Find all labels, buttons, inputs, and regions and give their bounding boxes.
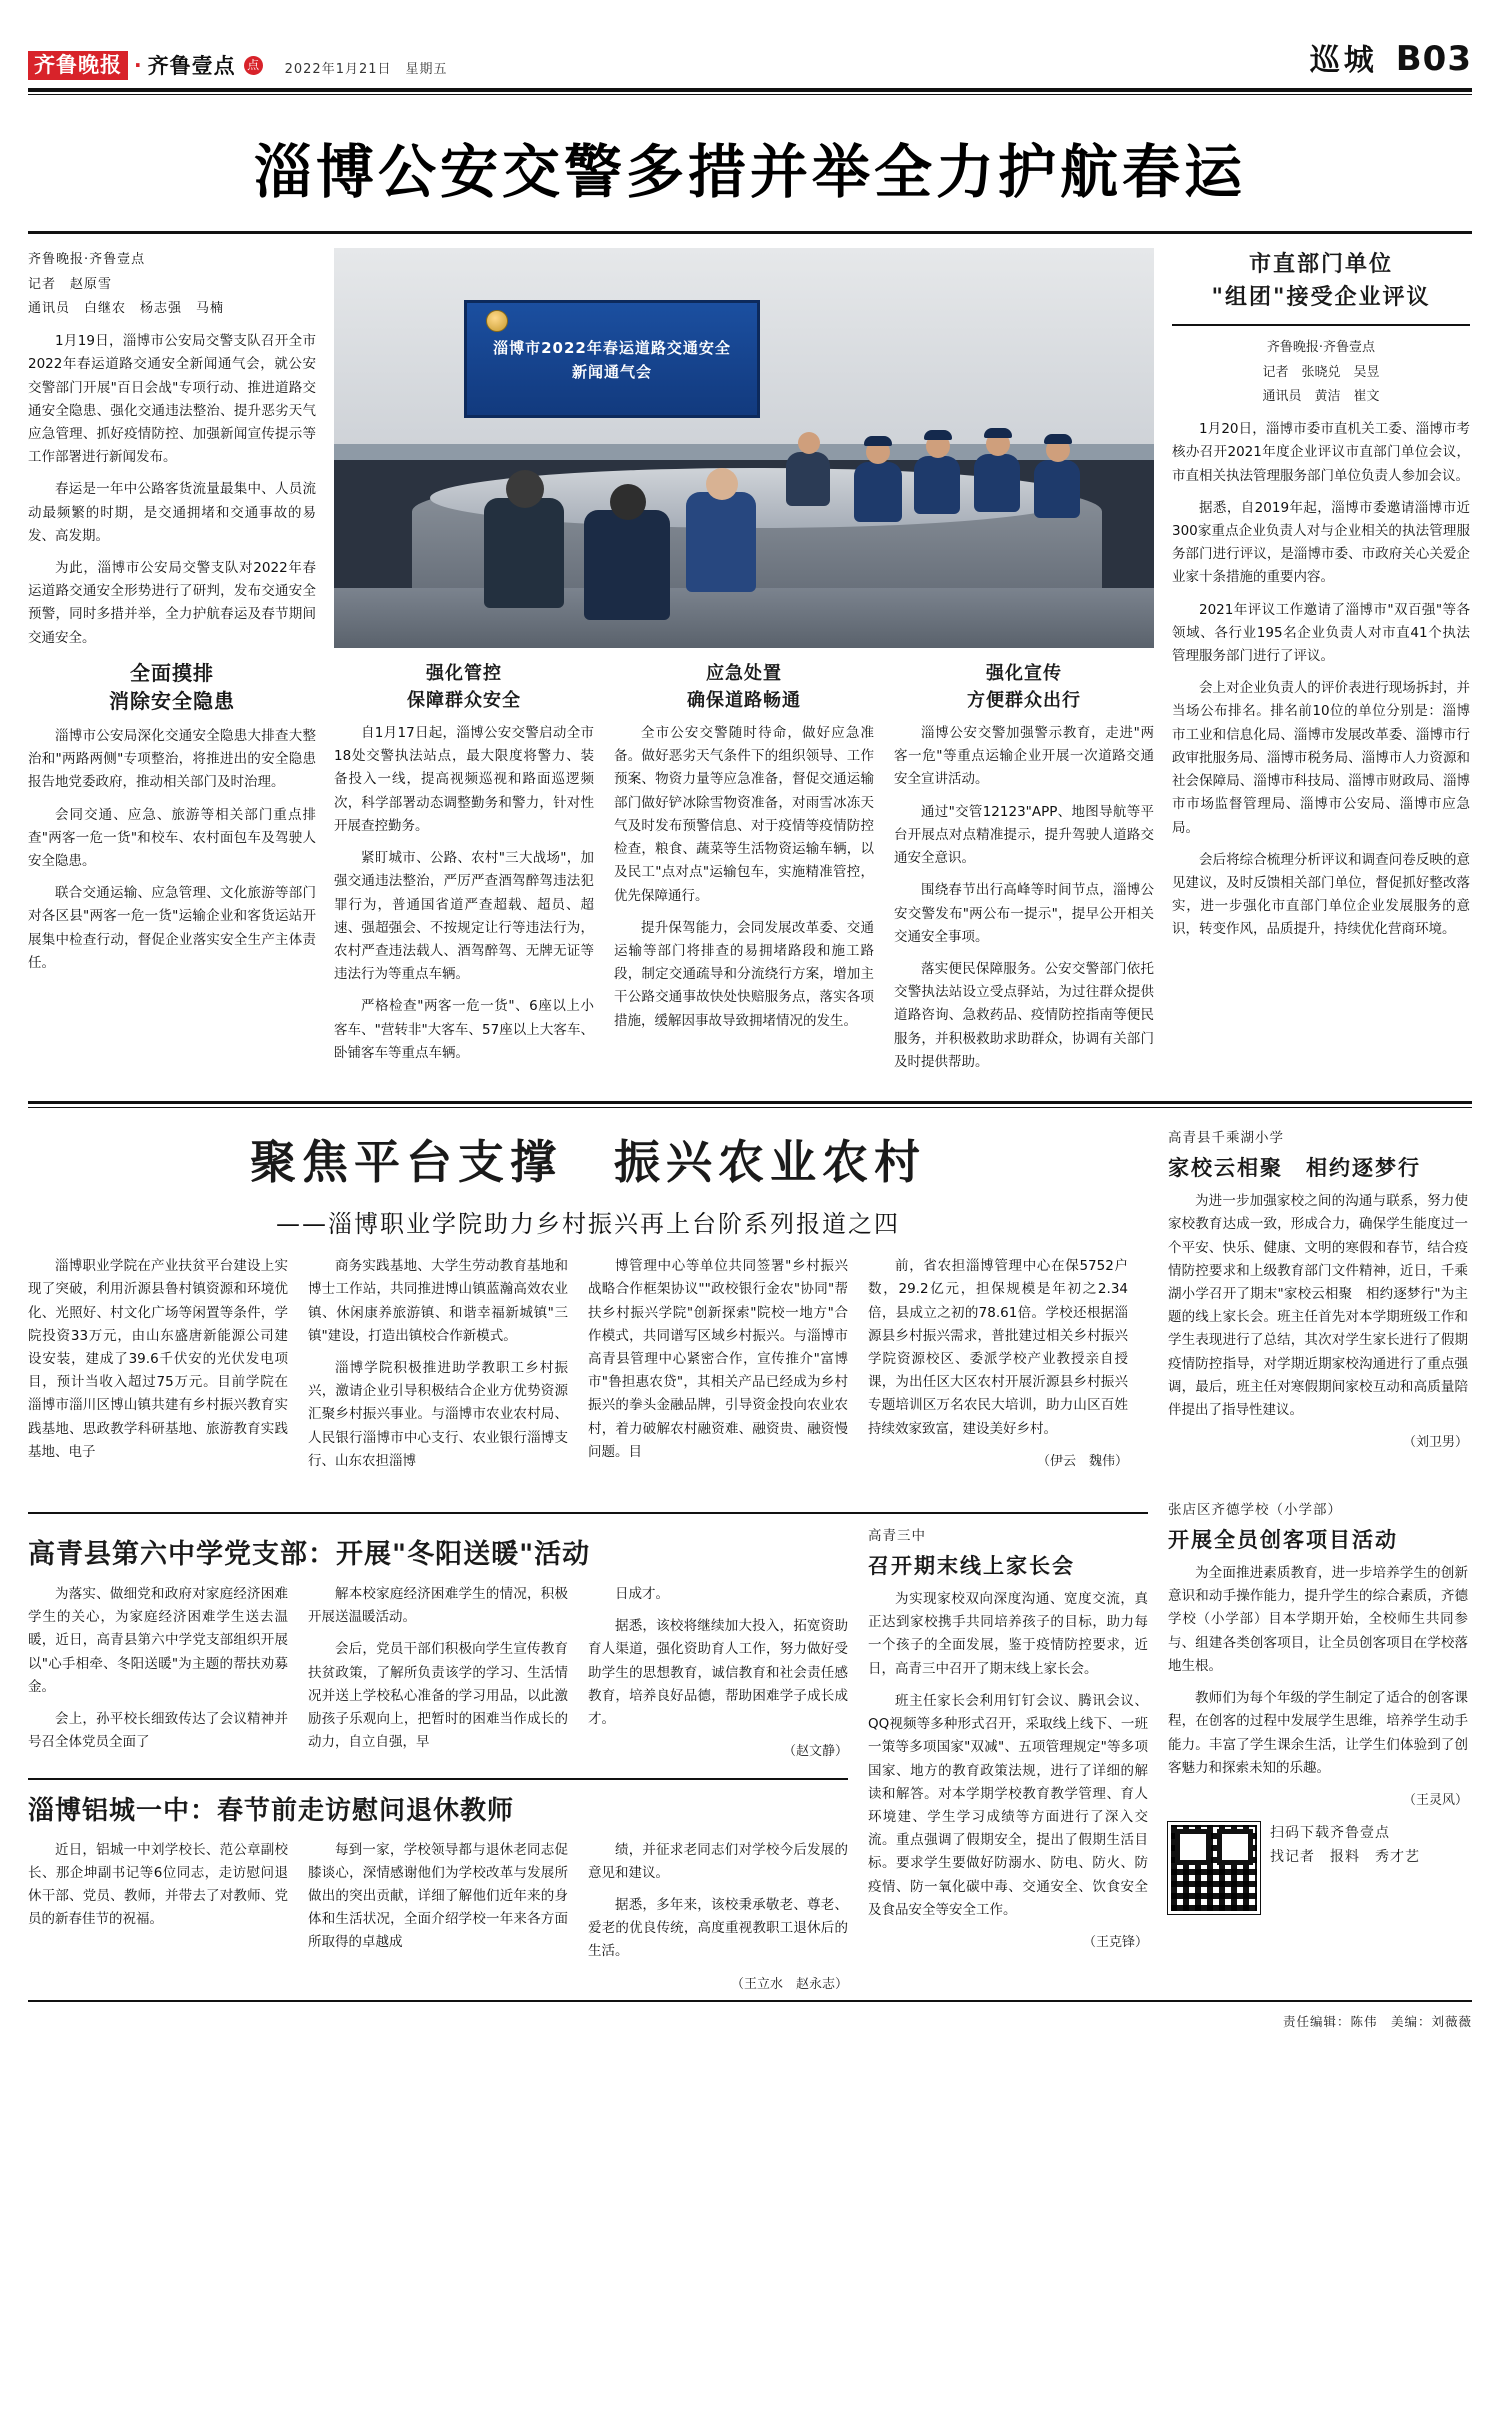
photo-floor [334,588,1154,648]
right-rail-bottom [1168,1498,1468,1992]
publication-logo [28,50,263,80]
bottom-region [28,1498,1472,1992]
byline-reporter: 记者 赵原雪 [28,276,113,292]
lead-col4-para: 落实便民保障服务。公安交警部门依托交警执法站设立受点驿站，为过往群众提供道路咨询、急救药品、疫情防控指南等便民服务，并积极救助求助群众，协调有关部门及时提供帮助。 [894,960,1154,1070]
headline-rule [28,231,1472,234]
logo-black-text: 齐鲁壹点 [147,54,236,78]
article-col [308,1583,568,1764]
right-article-title [1172,248,1470,314]
masthead-rule-thin [28,94,1472,95]
lead-headline: 淄博公安交警多措并举全力护航春运 [253,138,1246,206]
article-columns-lvcheng [28,1839,848,1992]
article-columns-gaoqing6 [28,1583,848,1764]
feature-subtitle: ——淄博职业学院助力乡村振兴再上台阶系列报道之四 [276,1210,900,1239]
rail-b-title: 开展全员创客项目活动 [1168,1528,1398,1553]
mid-page-divider-thin [28,1107,1472,1108]
right-article-title-line2: "组团"接受企业评议 [1211,285,1431,310]
qr-promo[interactable] [1168,1822,1468,1914]
qr-line-1: 扫码下载齐鲁壹点 [1270,1825,1390,1841]
rail-b-para: 教师们为每个年级的学生制定了适合的创客课程，在创客的过程中发展学生思维，培养学生动手能力。丰富了学生课余生活，让学生们体验到了创客魅力和探索未知的乐趣。 [1168,1690,1468,1776]
right-article-para: 2021年评议工作邀请了淄博市"双百强"等各领域、各行业195名企业负责人对市直41个执法管理服务部门进行了评议。 [1172,601,1470,665]
issue-date: 2022年1月21日 星期五 [284,62,448,77]
lead-para: 为此，淄博市公安局交警支队对2022年春运道路交通安全形势进行了研判，发布交通安全预警，同时多措并举，全力护航春运及春节期间交通安全。 [28,560,316,646]
article-para: 为落实、做细党和政府对家庭经济困难学生的关心，为家庭经济困难学生送去温暖，近日，高青县第六中学党支部组织开展以"心手相牵、冬阳送暖"为主题的帮扶劝募金。 [28,1586,288,1695]
article-para: 据悉，多年来，该校秉承敬老、尊老、爱老的优良传统，高度重视教职工退休后的生活。 [588,1897,848,1960]
section-name: 巡城 [1309,43,1378,78]
bottom-rule-2 [28,1778,848,1780]
photo-person-head [798,432,820,454]
bottom-left [28,1498,1148,1992]
lead-article-region [28,248,1472,1083]
right-article-para: 会后将综合梳理分析评议和调查问卷反映的意见建议，及时反馈相关部门单位，督促抓好整改落实，进一步强化市直部门单位企业发展服务的意识，转变作风，品质提升，持续优化营商环境。 [1172,851,1470,938]
logo-circle-icon: 点 [244,56,263,75]
photo-police-cap [1044,434,1072,444]
gaoqing3-school: 高青三中 [868,1528,926,1545]
article-col [28,1839,288,1992]
article-para: 会后，党员干部们积极向学生宣传教育扶贫政策，了解所负责该学的学习、生活情况并送上学校私心准备的学习用品，以此激励孩子乐观向上，把暂时的困难当作成长的动力，自立自强，早 [308,1641,568,1751]
right-article-para: 1月20日，淄博市委市直机关工委、淄博市考核办召开2021年度企业评议市直部门单位会议，市直相关执法管理服务部门单位负责人参加会议。 [1172,421,1470,484]
lead-para: 1月19日，淄博市公安局交警支队召开全市2022年春运道路交通安全新闻通气会，就公安交警部门开展"百日会战"专项行动、推进道路交通安全隐患、强化交通违法整治、提升恶劣天气应急管理、抓好疫情防控、加强新闻宣传提示等工作部署进行新闻发布。 [28,333,316,466]
feature-sign: （伊云 魏伟） [1036,1453,1128,1469]
article-col [588,1839,848,1992]
right-article-para: 据悉，自2019年起，淄博市委邀请淄博市近300家重点企业负责人对与企业相关的执法管理服务部门进行评议，是淄博市委、市政府关心关爱企业家十条措施的重要内容。 [1172,499,1470,586]
photo-person-head [706,468,738,500]
photo-person [584,510,670,620]
lead-middle-column [334,248,1154,1083]
photo-person [914,456,960,514]
byline-correspondent: 通讯员 白继农 杨志强 马楠 [28,301,225,317]
lead-col3-para: 提升保驾能力，会同发展改革委、交通运输等部门将排查的易拥堵路段和施工路段，制定交通疏导和分流绕行方案，增加主干公路交通事故快处快赔服务点，落实各项措施，缓解因事故导致拥堵情况的发生。 [614,919,874,1029]
lead-subhead-1: 全面摸排 消除安全隐患 [109,660,235,713]
page-number: B03 [1395,39,1472,79]
right-byline-reporter: 记者 张晓兑 吴昱 [1262,364,1380,380]
lead-col2-para: 自1月17日起，淄博公安交警启动全市18处交警执法站点，最大限度将警力、装备投入一线，提高视频巡视和路面巡逻频次，科学部署动态调整勤务和警力，针对性开展查控勤务。 [334,725,594,834]
feature-article-region [28,1126,1472,1482]
article-para: 据悉，该校将继续加大投入，拓宽资助育人渠道，强化资助育人工作，努力做好受助学生的思想教育，诚信教育和社会责任感教育，培养良好品德，帮助困难学子成长成才。 [588,1618,848,1728]
rail-b-para: 为全面推进素质教育，进一步培养学生的创新意识和动手操作能力，提升学生的综合素质，齐德学校（小学部）目本学期开始，全校师生共同参与、组建各类创客项目，让全员创客项目在学校落地生根。 [1168,1565,1468,1674]
photo-police-cap [864,436,892,446]
photo-person [974,454,1020,512]
logo-separator-dot: · [134,53,142,77]
photo-person [1034,460,1080,518]
article-para: 解本校家庭经济困难学生的情况，积极开展送温暖活动。 [308,1586,568,1626]
bottom-two-block [28,1524,1148,1992]
qr-line-2: 找记者 报料 秀才艺 [1270,1848,1420,1865]
right-byline-correspondent: 通讯员 黄洁 崔文 [1262,389,1380,405]
masthead-rule-thick [28,88,1472,92]
right-article-rule [1172,324,1470,326]
article-col [588,1583,848,1764]
qr-code-icon[interactable] [1168,1822,1260,1914]
gaoqing3-para: 为实现家校双向深度沟通、宽度交流，真正达到家校携手共同培养孩子的目标，助力每一个孩子的全面发展，鉴于疫情防控要求，近日，高青三中召开了期末线上家长会。 [868,1591,1148,1677]
lead-col4-para: 淄博公安交警加强警示教育，走进"两客一危"等重点运输企业开展一次道路交通安全宣讲活动。 [894,725,1154,788]
photo-projection-screen: 淄博市2022年春运道路交通安全 新闻通气会 [464,300,760,418]
lead-sub1-para: 联合交通运输、应急管理、文化旅游等部门对各区县"两客一危一货"运输企业和客货运站开展集中检查行动，督促企业落实安全生产主体责任。 [28,885,316,971]
photo-person [854,462,902,522]
lead-subhead-2: 强化管控 保障群众安全 [407,663,521,711]
byline-source: 齐鲁晚报·齐鲁壹点 [28,252,146,267]
lead-col3-para: 全市公安交警随时待命，做好应急准备。做好恶劣天气条件下的组织领导、工作预案、物资力量等应急准备，督促交通运输部门做好铲冰除雪物资准备，对雨雪冰冻天气及时发布预警信息、对于疫情等疫情防控检查，粮食、蔬菜等生活物资运输车辆，以及民工"点对点"运输包车，实施精准管控，优先保障通行。 [614,725,874,904]
right-article-byline [1172,336,1470,410]
photo-person-head [506,470,544,508]
lead-subhead-4: 强化宣传 方便群众出行 [967,663,1081,711]
article-para: 日成才。 [615,1586,669,1603]
article-sign: （王立水 赵永志） [730,1976,848,1992]
article-sign: （赵文静） [782,1744,848,1760]
feature-para: 淄博职业学院在产业扶贫平台建设上实现了突破，利用沂源县鲁村镇资源和环境优化、光照好、村文化广场等闲置等条件，学院投资33万元，由山东盛唐新能源公司建设安装，建成了39.6千伏安的光伏发电项目，预计当收入超过75万元。目前学院在淄博市淄川区博山镇共建有乡村振兴教育实践基地、思政教学科研基地、旅游教育实践基地、电子 [28,1258,288,1460]
footer-rule [28,2000,1472,2002]
feature-col-3 [588,1255,848,1482]
article-para: 会上，孙平校长细致传达了会议精神并号召全体党员全面了 [28,1711,288,1751]
article-title-lvcheng: 淄博铝城一中：春节前走访慰问退休教师 [28,1795,515,1826]
lead-right-column [1172,248,1470,1083]
police-emblem-icon [486,310,508,332]
gaoqing3-title: 召开期末线上家长会 [868,1554,1075,1579]
photo-person [686,492,756,592]
lead-col4-para: 围绕春节出行高峰等时间节点，淄博公安交警发布"两公布一提示"，提早公开相关交通安全事项。 [894,882,1154,945]
rail-b-school: 张店区齐德学校（小学部） [1168,1502,1342,1519]
bottom-middle-block [868,1524,1148,1992]
feature-col-1 [28,1255,288,1482]
qr-text [1270,1822,1420,1870]
logo-red-text: 齐鲁晚报 [28,51,128,80]
right-byline-source: 齐鲁晚报·齐鲁壹点 [1266,340,1376,355]
masthead [28,18,1472,80]
feature-title: 聚焦平台支撑 振兴农业农村 [250,1135,926,1190]
bottom-article-block [28,1524,848,1992]
gaoqing3-para: 班主任家长会利用钉钉会议、腾讯会议、QQ视频等多种形式召开，采取线上线下、一班一策等多项国家"双减"、五项管理规定"等多项国家、地方的教育政策法规，进行了详细的解读和解答。对本学期学校教育教学管理、育人环境建、学生学习成绩等方面进行了深入交流。重点强调了假期安全，提出了假期生活目标。要求学生要做好防溺水、防电、防火、防疫情、防一氧化碳中毒、交通安全、饮食安全及食品安全等安全工作。 [868,1692,1148,1918]
mid-page-divider [28,1101,1472,1104]
lead-subcol-1 [334,660,594,1083]
rail-b-sign: （王灵风） [1402,1793,1468,1808]
masthead-right [1310,35,1472,80]
lead-col4-para: 通过"交管12123"APP、地图导航等平台开展点对点精准提示，提升驾驶人道路交通安全意识。 [894,803,1154,867]
photo-police-cap [984,428,1012,438]
article-col [308,1839,568,1992]
lead-sub1-para: 会同交通、应急、旅游等相关部门重点排查"两客一危一货"和校车、农村面包车及驾驶人安全隐患。 [28,806,316,869]
lead-subhead-3: 应急处置 确保道路畅通 [687,663,801,711]
lead-subcol-2 [614,660,874,1083]
feature-para: 博管理中心等单位共同签署"乡村振兴战略合作框架协议""政校银行金农"协同"帮扶乡村振兴学院"创新探索"院校一地方"合作模式，共同谱写区域乡村振兴。与淄博市高青县管理中心紧密合作，宣传推介"富博市"鲁担惠农贷"，其相关产品已经成为乡村振兴的拳头金融品牌，引导资金投向农业农村，着力破解农村融资难、融资贵、融资慢问题。目 [588,1258,848,1460]
rail-a-sign: （刘卫男） [1402,1435,1468,1451]
rail-a-school: 高青县千乘湖小学 [1168,1130,1284,1147]
article-title-gaoqing6: 高青县第六中学党支部：开展"冬阳送暖"活动 [28,1539,591,1571]
feature-para: 前，省农担淄博管理中心在保5752户数，29.2亿元，担保规模是年初之2.34倍，县成立之初的78.61倍。学校还根据淄源县乡村振兴需求，普批建过相关乡村振兴学院资源校区、委派学校产业教授亲自授课，为出任区大区农村开展沂源县乡村振兴专题培训区万名农民大培训，助力山区百姓持续效家致富，建设美好乡村。 [868,1258,1128,1437]
feature-para: 淄博学院积极推进助学教职工乡村振兴，激请企业引导积极结合企业方优势资源汇聚乡村振兴事业。与淄博市农业农村局、人民银行淄博市中心支行、农业银行淄博支行、山东农担淄博 [308,1359,568,1469]
photo-wall-strip [334,444,1154,460]
feature-columns [28,1255,1148,1482]
bottom-rule-1 [28,1512,1148,1514]
feature-para: 商务实践基地、大学生劳动教育基地和博士工作站，共同推进博山镇蓝瀚高效农业镇、休闲康养旅游镇、和谐幸福新城镇"三镇"建设，打造出镇校合作新模式。 [308,1258,568,1344]
right-article-title-line1: 市直部门单位 [1248,252,1393,277]
gaoqing3-sign: （王克锋） [1082,1935,1148,1951]
photo-person [786,452,830,506]
press-conference-photo [334,248,1154,648]
article-col [28,1583,288,1764]
lead-left-column [28,248,316,1083]
lead-subcol-3 [894,660,1154,1083]
photo-person [484,498,564,608]
lead-sub1-para: 淄博市公安局深化交通安全隐患大排查大整治和"两路两侧"专项整治，将推进出的安全隐患报告地党委政府，推动相关部门及时治理。 [28,727,316,791]
lead-para: 春运是一年中公路客货流量最集中、人员流动最频繁的时期，是交通拥堵和交通事故的易发、高发期。 [28,481,316,544]
article-para: 绩，并征求老同志们对学校今后发展的意见和建议。 [588,1841,848,1881]
photo-police-cap [924,430,952,440]
lead-col2-para: 紧盯城市、公路、农村"三大战场"，加强交通违法整治，严厉严查酒驾醉驾违法犯罪行为，普通国省道严查超载、超员、超速、强超强会、不按规定让行等违法行为，农村严查违法载人、酒驾醉驾、无牌无证等违法行为等重点车辆。 [334,850,594,983]
rail-a-para: 为进一步加强家校之间的沟通与联系，努力使家校教育达成一致，形成合力，确保学生能度过一个平安、快乐、健康、文明的寒假和春节，结合疫情防控要求和上级教育部门文件精神，近日，千乘湖小学召开了期末"家校云相聚 相约逐梦行"为主题的线上家长会。班主任首先对本学期班级工作和学生表现进行了总结，其次对学生家长进行了假期疫情防控指导，对学期近期家校沟通进行了重点强调，最后，班主任对寒假期间家校互动和高质量陪伴提出了指导性建议。 [1168,1193,1468,1419]
rail-a-title: 家校云相聚 相约逐梦行 [1168,1156,1421,1181]
lead-byline [28,248,316,322]
lead-sub-columns [334,660,1154,1083]
article-para: 近日，铝城一中刘学校长、范公章副校长、那企坤副书记等6位同志，走访慰问退休干部、党员、教师，并带去了对教师、党员的新春佳节的祝福。 [28,1841,288,1928]
footer-credit: 责任编辑：陈伟 美编：刘薇薇 [1282,2013,1472,2029]
feature-col-2 [308,1255,568,1482]
article-para: 每到一家，学校领导都与退休老同志促膝谈心，深情感谢他们为学校改革与发展所做出的突出贡献，详细了解他们近年来的身体和生活状况，全面介绍学校一年来各方面所取得的卓越成 [308,1841,568,1951]
lead-col2-para: 严格检查"两客一危一货"、6座以上小客车、"营转非"大客车、57座以上大客车、卧铺客车等重点车辆。 [334,998,594,1061]
right-article-para: 会上对企业负责人的评价表进行现场拆封，并当场公布排名。排名前10位的单位分别是：淄博市工业和信息化局、淄博市发展改革委、淄博市行政审批服务局、淄博市税务局、淄博市人力资源和社会保障局、淄博市科技局、淄博市财政局、淄博市市场监督管理局、淄博市公安局、淄博市应急局。 [1172,680,1470,836]
feature-col-4 [868,1255,1128,1482]
photo-person-head [610,484,646,520]
right-rail-top [1168,1126,1468,1482]
feature-left [28,1126,1148,1482]
